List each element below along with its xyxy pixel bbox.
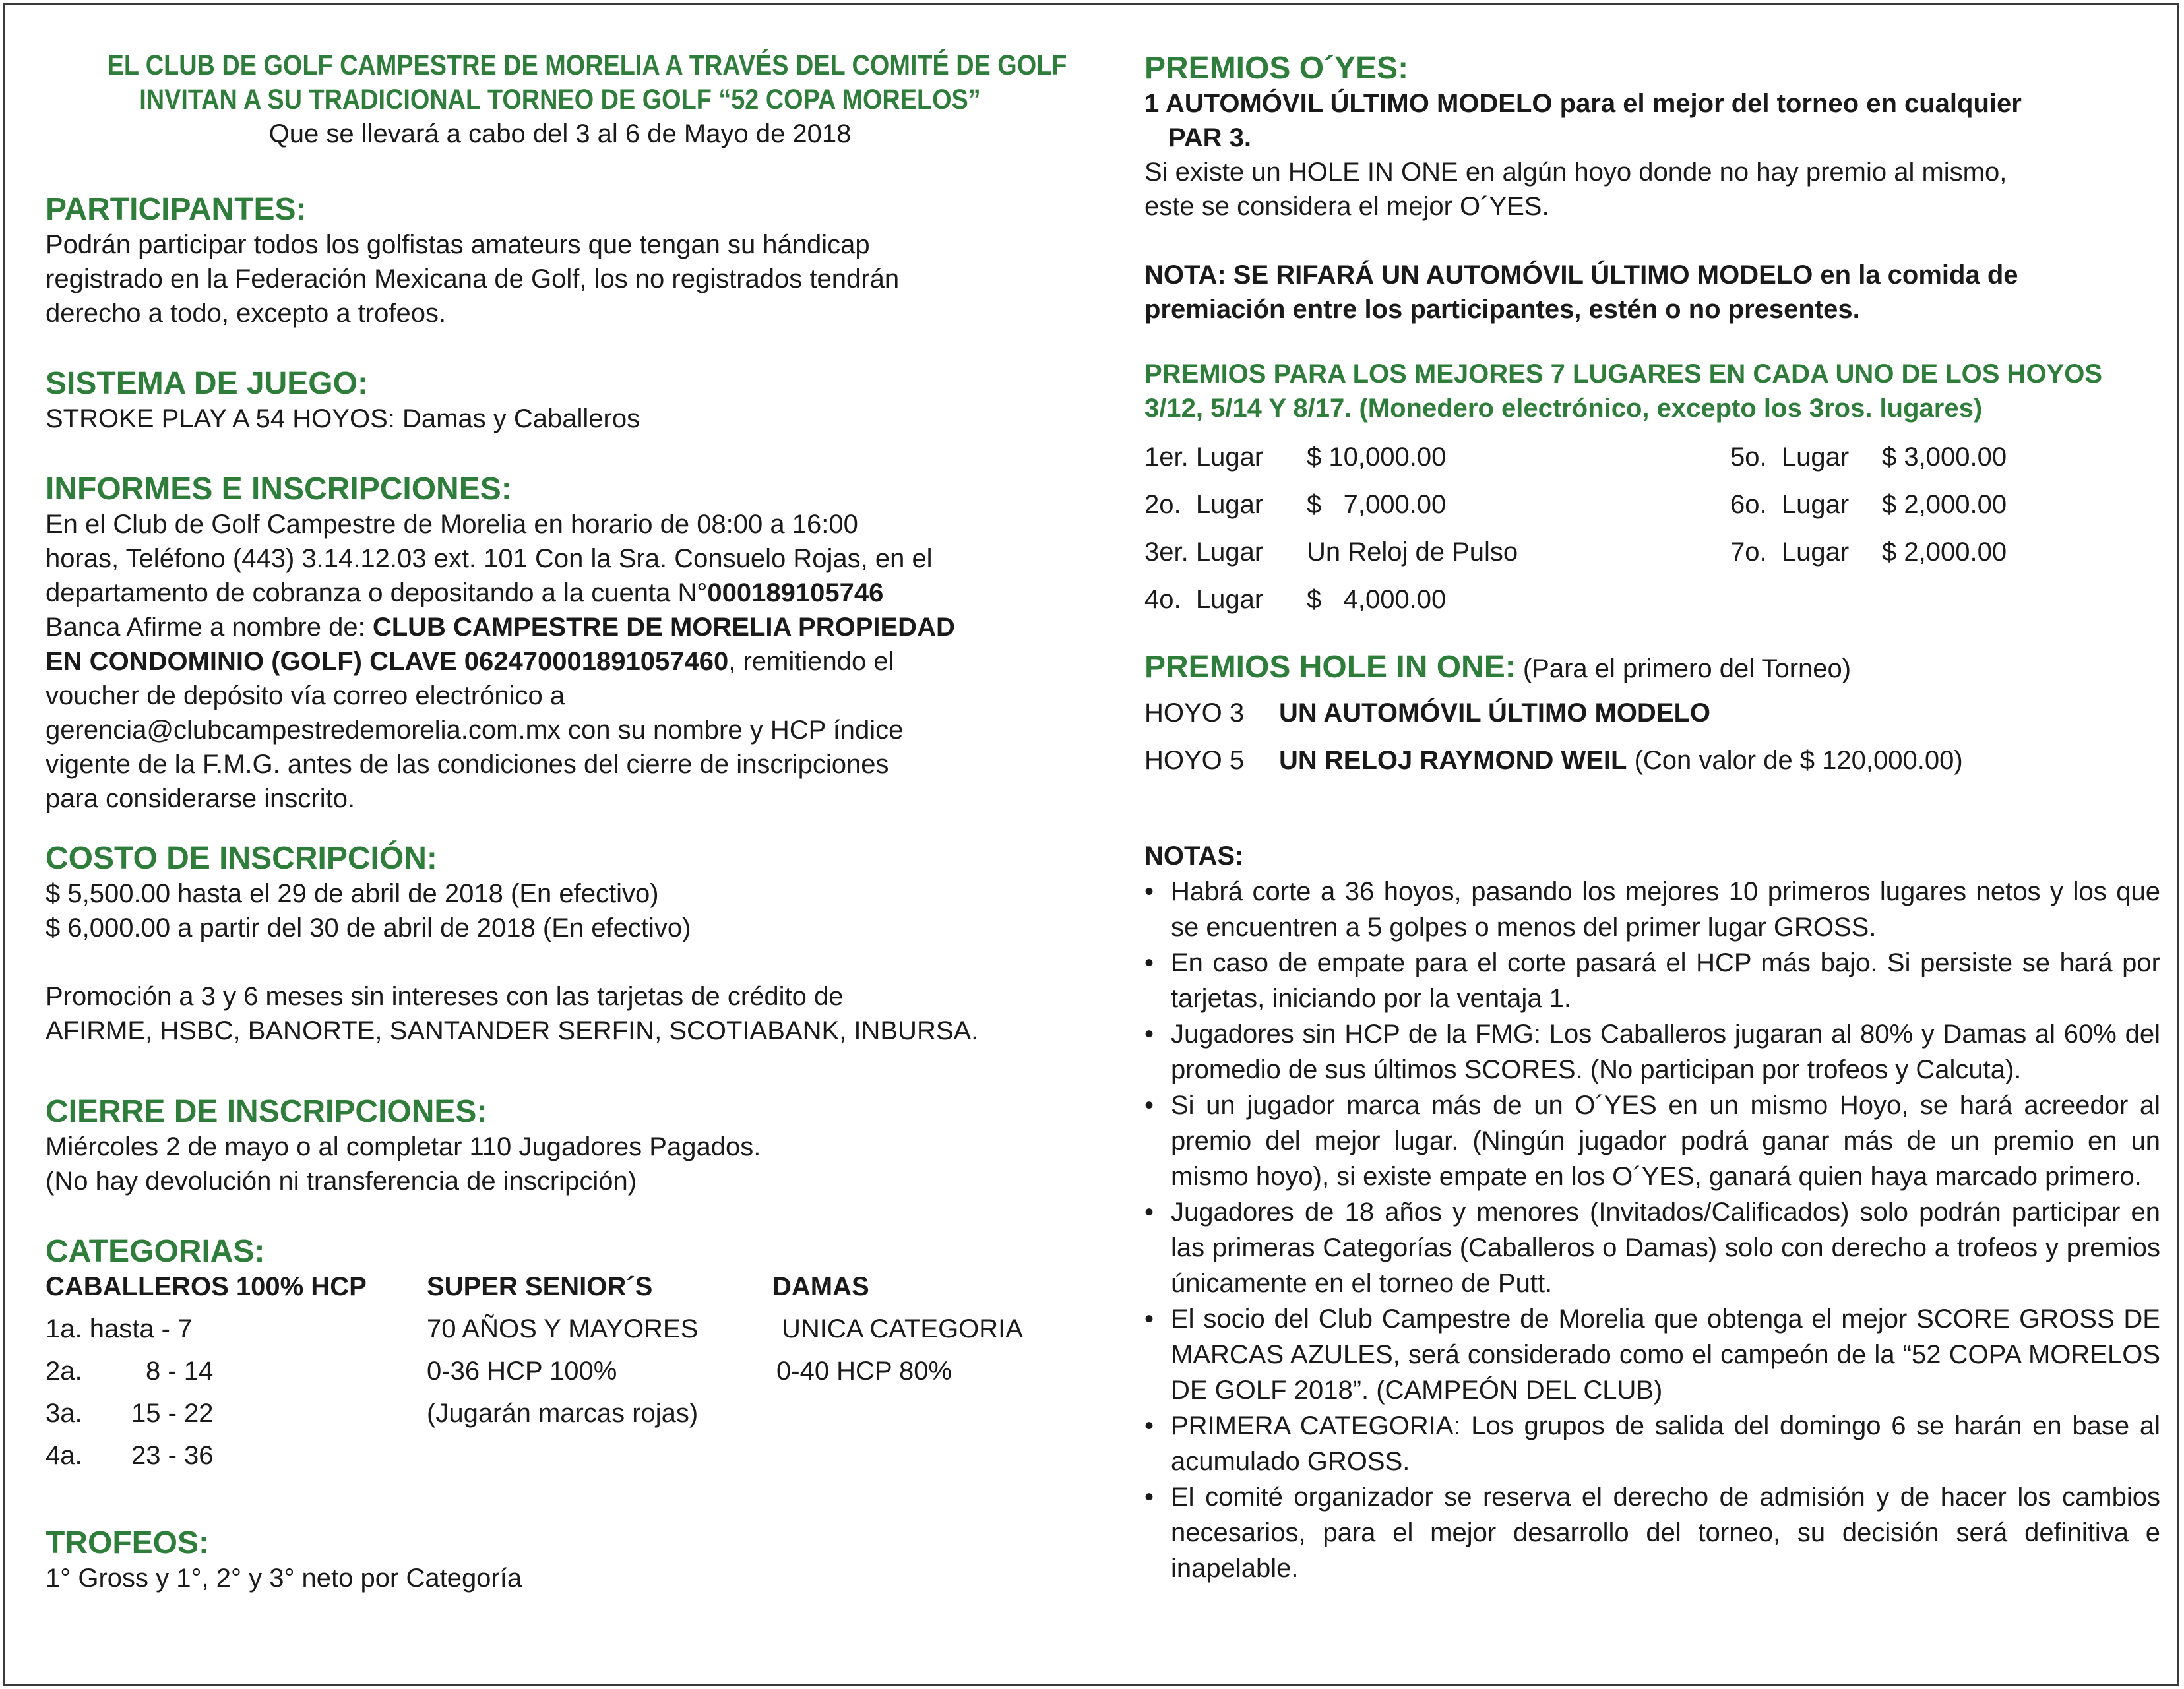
nota-text-4: Si un jugador marca más de un O´YES en un mismo Hoyo, se hará acreedor al premio del mejor lugar. (Ningún jugador podrá ganar más de un premio en un mismo hoyo), si existe empate en los O´YES, ganará quien haya marcado primero. xyxy=(1171,1091,2160,1191)
caballeros-cat-4: 4a. xyxy=(46,1441,82,1470)
nota-text-6: El socio del Club Campestre de Morelia que obtenga el mejor SCORE GROSS DE MARCAS AZULES, será considerado como el campeón de la “52 COPA MORELOS DE GOLF 2018”. (CAMPEÓN DEL CLUB) xyxy=(1171,1305,2160,1405)
super-senior-header: SUPER SENIOR´S xyxy=(427,1272,653,1301)
section-sistema xyxy=(46,366,1075,436)
oyes-bold-line-1: 1 AUTOMÓVIL ÚLTIMO MODELO para el mejor del torneo en cualquier xyxy=(1144,89,2022,118)
prize-amount-1: $ 10,000.00 xyxy=(1307,443,1447,472)
section-informes xyxy=(46,472,1075,816)
section-cierre xyxy=(46,1094,1075,1198)
nota-text-7: PRIMERA CATEGORIA: Los grupos de salida del domingo 6 se harán en base al acumulado GROSS. xyxy=(1171,1411,2160,1476)
bullet-icon: • xyxy=(1144,877,1154,906)
header-line-1: EL CLUB DE GOLF CAMPESTRE DE MORELIA A TRAVÉS DEL COMITÉ DE GOLF xyxy=(107,49,1067,81)
prize-amount-6: $ 2,000.00 xyxy=(1882,490,2007,519)
prize-place-3: 3er. Lugar xyxy=(1144,537,1264,567)
informes-line-4 xyxy=(46,610,1075,644)
oyes-bold-line-2: PAR 3. xyxy=(1168,123,1251,152)
informes-line-3 xyxy=(46,576,1075,610)
bullet-icon: • xyxy=(1144,1411,1154,1440)
informes-line-9: para considerarse inscrito. xyxy=(46,784,356,813)
cierre-line-2: (No hay devolución ni transferencia de inscripción) xyxy=(46,1167,637,1196)
nota-item-7 xyxy=(1144,1408,2160,1479)
bullet-icon: • xyxy=(1144,1305,1154,1334)
caballeros-cat-3: 3a. xyxy=(46,1399,82,1428)
nota-line-2: premiación entre los participantes, estén o no presentes. xyxy=(1144,295,1860,324)
informes-line-8: vigente de la F.M.G. antes de las condiciones del cierre de inscripciones xyxy=(46,750,889,779)
header-subtitle: Que se llevará a cabo del 3 al 6 de Mayo de 2018 xyxy=(268,119,852,148)
costo-line-4: AFIRME, HSBC, BANORTE, SANTANDER SERFIN, SCOTIABANK, INBURSA. xyxy=(46,1016,979,1045)
hole-5-prize-line xyxy=(1279,743,1963,778)
section-trofeos xyxy=(46,1525,1075,1595)
prize-place-2: 2o. Lugar xyxy=(1144,490,1264,519)
costo-line-1: $ 5,500.00 hasta el 29 de abril de 2018 (En efectivo) xyxy=(46,879,659,908)
categorias-title: CATEGORIAS: xyxy=(46,1234,265,1269)
informes-title: INFORMES E INSCRIPCIONES: xyxy=(46,472,512,507)
informes-line-3a: departamento de cobranza o depositando a la cuenta N° xyxy=(46,578,708,607)
costo-line-2: $ 6,000.00 a partir del 30 de abril de 2018 (En efectivo) xyxy=(46,913,691,942)
super-senior-line-2: 0-36 HCP 100% xyxy=(427,1357,617,1386)
hole-title: PREMIOS HOLE IN ONE: xyxy=(1144,650,1516,685)
costo-title: COSTO DE INSCRIPCIÓN: xyxy=(46,841,437,876)
section-participantes xyxy=(46,192,1075,330)
prize-amount-4: $ 4,000.00 xyxy=(1307,585,1447,614)
informes-line-4a: Banca Afirme a nombre de: xyxy=(46,613,373,642)
prize-amount-2: $ 7,000.00 xyxy=(1307,490,1447,519)
hole-5-note: (Con valor de $ 120,000.00) xyxy=(1627,746,1963,775)
participantes-line-1: Podrán participar todos los golfistas amateurs que tengan su hándicap xyxy=(46,230,870,259)
nota-item-2 xyxy=(1144,945,2160,1016)
super-senior-line-1: 70 AÑOS Y MAYORES xyxy=(427,1314,699,1343)
oyes-line-2: este se considera el mejor O´YES. xyxy=(1144,192,1549,221)
sistema-text: STROKE PLAY A 54 HOYOS: Damas y Caballeros xyxy=(46,404,640,433)
notas-title: NOTAS: xyxy=(1144,842,1244,871)
nota-line-1: NOTA: SE RIFARÁ UN AUTOMÓVIL ÚLTIMO MODELO en la comida de xyxy=(1144,261,2018,290)
oyes-title: PREMIOS O´YES: xyxy=(1144,51,1409,86)
informes-line-5 xyxy=(46,644,1075,679)
trofeos-title: TROFEOS: xyxy=(46,1525,209,1560)
informes-email-line: gerencia@clubcampestredemorelia.com.mx con su nombre y HCP índice xyxy=(46,716,904,745)
nota-item-6 xyxy=(1144,1301,2160,1408)
caballeros-range-2: 8 - 14 xyxy=(146,1357,214,1386)
premios7-title-1: PREMIOS PARA LOS MEJORES 7 LUGARES EN CADA UNO DE LOS HOYOS xyxy=(1144,359,2103,388)
hole-note: (Para el primero del Torneo) xyxy=(1515,654,1852,683)
bullet-icon: • xyxy=(1144,1483,1154,1512)
caballeros-cat-2: 2a. xyxy=(46,1357,82,1386)
prize-place-1: 1er. Lugar xyxy=(1144,443,1264,472)
hole-3-prize: UN AUTOMÓVIL ÚLTIMO MODELO xyxy=(1279,698,1711,727)
premios7-title-2: 3/12, 5/14 Y 8/17. (Monedero electrónico, excepto los 3ros. lugares) xyxy=(1144,394,1983,423)
costo-line-3: Promoción a 3 y 6 meses sin intereses con las tarjetas de crédito de xyxy=(46,982,844,1011)
clabe: EN CONDOMINIO (GOLF) CLAVE 062470001891057460 xyxy=(46,647,729,676)
account-holder: CLUB CAMPESTRE DE MORELIA PROPIEDAD xyxy=(372,613,955,642)
prize-amount-3: Un Reloj de Pulso xyxy=(1307,537,1518,567)
prize-place-7: 7o. Lugar xyxy=(1730,537,1850,567)
prize-place-6: 6o. Lugar xyxy=(1730,490,1850,519)
bullet-icon: • xyxy=(1144,1198,1154,1227)
damas-line-1: UNICA CATEGORIA xyxy=(782,1314,1023,1343)
trofeos-text: 1° Gross y 1°, 2° y 3° neto por Categoría xyxy=(46,1564,522,1593)
cierre-line-1: Miércoles 2 de mayo o al completar 110 Jugadores Pagados. xyxy=(46,1132,761,1161)
account-number: 000189105746 xyxy=(707,578,884,607)
nota-text-1: Habrá corte a 36 hoyos, pasando los mejores 10 primeros lugares netos y los que se encuentren a 5 golpes o menos del primer lugar GROSS. xyxy=(1171,877,2160,942)
informes-line-1: En el Club de Golf Campestre de Morelia en horario de 08:00 a 16:00 xyxy=(46,510,858,539)
prize-amount-5: $ 3,000.00 xyxy=(1882,443,2007,472)
damas-line-2: 0-40 HCP 80% xyxy=(776,1357,952,1386)
section-notas xyxy=(1144,838,2160,1586)
nota-item-4 xyxy=(1144,1088,2160,1194)
informes-line-5b: , remitiendo el xyxy=(728,647,894,676)
caballeros-header: CABALLEROS 100% HCP xyxy=(46,1272,367,1301)
section-oyes xyxy=(1144,51,2160,326)
section-categorias xyxy=(46,1234,1075,1485)
participantes-title: PARTICIPANTES: xyxy=(46,192,307,227)
caballeros-range-3: 15 - 22 xyxy=(131,1399,214,1428)
hole-3-label: HOYO 3 xyxy=(1144,698,1245,727)
oyes-line-1: Si existe un HOLE IN ONE en algún hoyo donde no hay premio al mismo, xyxy=(1144,158,2007,187)
header-line-2: INVITAN A SU TRADICIONAL TORNEO DE GOLF “52 COPA MORELOS” xyxy=(139,84,981,115)
cierre-title: CIERRE DE INSCRIPCIONES: xyxy=(46,1094,487,1129)
section-hole-in-one xyxy=(1144,650,2160,795)
document-page xyxy=(3,3,2179,1686)
nota-item-5 xyxy=(1144,1194,2160,1301)
nota-text-3: Jugadores sin HCP de la FMG: Los Caballeros jugaran al 80% y Damas al 60% del promedio de sus últimos SCORES. (No participan por trofeos y Calcuta). xyxy=(1171,1020,2160,1084)
hole-title-line xyxy=(1144,650,2160,687)
nota-text-5: Jugadores de 18 años y menores (Invitados/Calificados) solo podrán participar en las primeras Categorías (Caballeros o Damas) solo con derecho a trofeos y premios únicamente en el torneo de Putt. xyxy=(1171,1198,2160,1298)
prize-amount-7: $ 2,000.00 xyxy=(1882,537,2007,567)
damas-header: DAMAS xyxy=(772,1272,869,1301)
nota-text-8: El comité organizador se reserva el derecho de admisión y de hacer los cambios necesarios, para el mejor desarrollo del torneo, su decisión será definitiva e inapelable. xyxy=(1171,1483,2160,1583)
bullet-icon: • xyxy=(1144,948,1154,977)
caballeros-range-4: 23 - 36 xyxy=(131,1441,214,1470)
document-header xyxy=(46,48,1075,151)
section-premios-7 xyxy=(1144,357,2160,621)
nota-text-2: En caso de empate para el corte pasará el HCP más bajo. Si persiste se hará por tarjetas, iniciando por la ventaja 1. xyxy=(1171,948,2160,1013)
super-senior-line-3: (Jugarán marcas rojas) xyxy=(427,1399,699,1428)
hole-5-label: HOYO 5 xyxy=(1144,746,1245,775)
informes-line-2: horas, Teléfono (443) 3.14.12.03 ext. 101 Con la Sra. Consuelo Rojas, en el xyxy=(46,544,933,573)
hole-5-prize: UN RELOJ RAYMOND WEIL xyxy=(1279,746,1627,775)
participantes-line-3: derecho a todo, excepto a trofeos. xyxy=(46,299,447,328)
informes-line-6: voucher de depósito vía correo electrónico a xyxy=(46,681,565,710)
nota-item-3 xyxy=(1144,1016,2160,1088)
caballeros-cat-1: 1a. hasta - 7 xyxy=(46,1314,193,1343)
bullet-icon: • xyxy=(1144,1020,1154,1049)
bullet-icon: • xyxy=(1144,1091,1154,1120)
prize-place-4: 4o. Lugar xyxy=(1144,585,1264,614)
section-costo xyxy=(46,841,1075,1048)
nota-item-8 xyxy=(1144,1479,2160,1586)
nota-item-1 xyxy=(1144,874,2160,945)
prize-place-5: 5o. Lugar xyxy=(1730,443,1850,472)
participantes-line-2: registrado en la Federación Mexicana de Golf, los no registrados tendrán xyxy=(46,264,900,293)
sistema-title: SISTEMA DE JUEGO: xyxy=(46,366,368,401)
